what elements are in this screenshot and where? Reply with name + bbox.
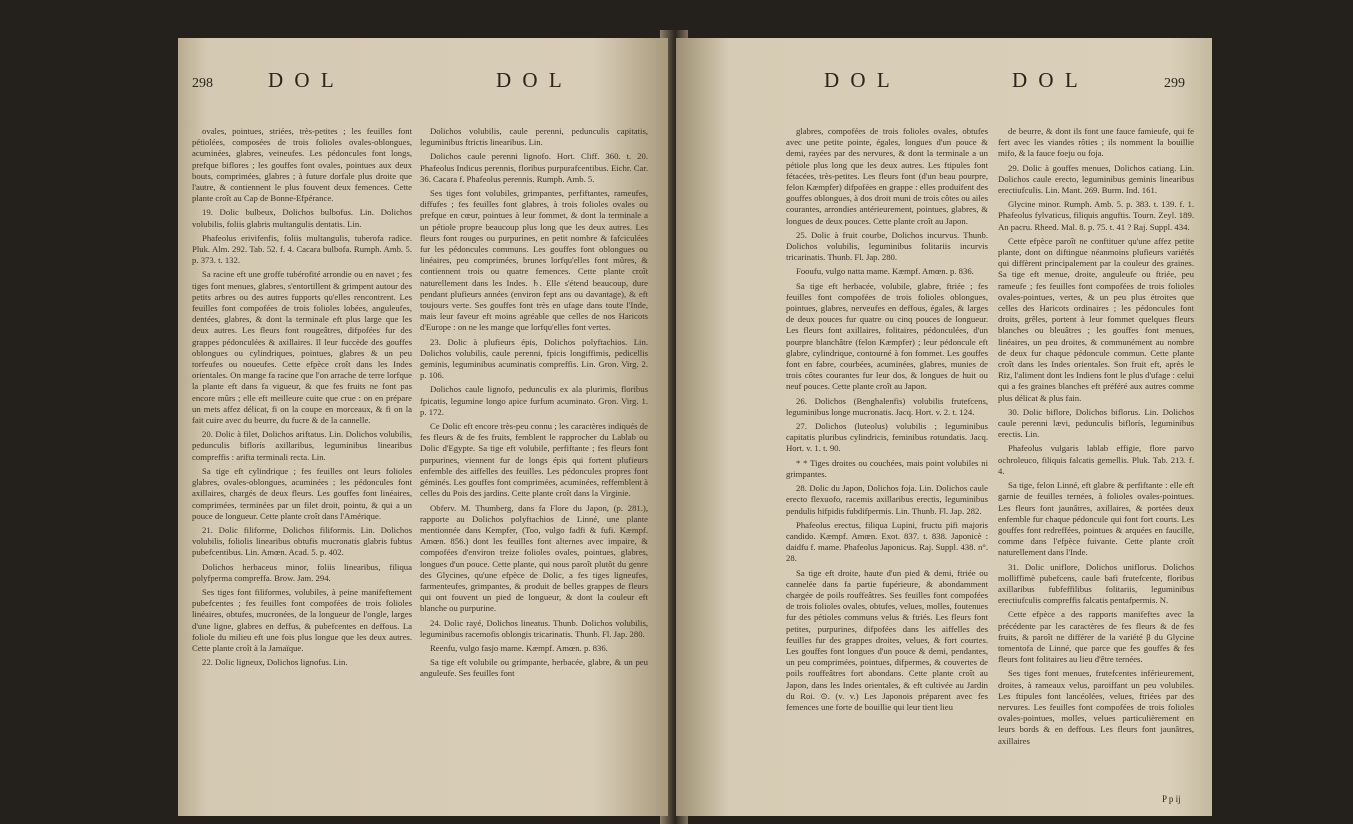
paragraph: Phafeolus vulgaris lablab effigie, flore parvo ochroleuco, filiquis falcatis gemellis. Pluk. Tab. 213. f. 4. [998, 443, 1194, 476]
running-head: D O L [496, 68, 565, 92]
paragraph: Sa tige, felon Linné, eft glabre & perfiftante : elle eft garnie de feuilles ternées, à folioles ovales-pointues. Les fleurs font jaunâtres, axillaires, & portées deux enfemble fur chaque pédoncule qui font fort courts. Les gouffes font redreffées, pointues & arquées en faucille, comme dans l'efpèce fuivante. Cette plante croît naturellement dans l'Inde. [998, 480, 1194, 558]
paragraph: Sa tige eft herbacée, volubile, glabre, ftriée ; fes feuilles font compofées de trois folioles oblongues, pointues, glabres, nerveufes en deffous, égales, & larges de deux pouces fur quatre ou cinq pouces de longueur. Les fleurs font axillaires, folitaires, pédonculées, d'un pourpre blanchâtre (felon Kæmpfer) ; leur pédoncule eft glabre, cylindrique, contourné à fon fommet. Les gouffes font en fabre, courbées, acuminées, glabres, munies de trois côtes courantes fur leur dos, & longues de huit ou neuf pouces. Cette plante croît au Japon. [786, 280, 988, 392]
paragraph: Cette efpèce paroît ne conftituer qu'une affez petite plante, dont on diftingue néanmoins plufieurs variétés qui diffèrent principalement par la couleur des graines. Sa tige eft menue, droite, anguleufe ou ftriée, peu rameufe ; fes feuilles font compofées de trois folioles ovales-pointues, vertes, & un peu plus étroites que celles des Haricots ordinaires ; les pédoncules font droits, grêles, portent à leur fommet quelques fleurs blanches ou bleuâtres ; les gouffes font menues, linéaires, un peu droites, & communément au nombre de deux fur chaque pédoncule commun. Cette plante croît dans les Indes orientales. Son fruit eft, après le Riz, l'aliment dont les Indiens font le plus d'ufage : celui qui a fes graines blanches eft préféré aux autres comme plus délicat & plus fain. [998, 235, 1194, 403]
paragraph: Dolichos volubilis, caule perenni, pedunculis capitatis, leguminibus ftrictis linearibus. Lin. [420, 126, 648, 148]
paragraph: 20. Dolic à filet, Dolichos ariftatus. Lin. Dolichos volubilis, pedunculis biflorís axillaribus, leguminibus linearibus compreffis : arifta terminali recta. Lin. [192, 429, 412, 462]
paragraph: 23. Dolic à plufieurs épis, Dolichos polyftachios. Lin. Dolichos volubilis, caule perenni, fpicis longiffimis, pedicellis geminis, leguminibus acuminatis compreffis. Lin. Gron. Virg. 2. p. 106. [420, 336, 648, 381]
paragraph: ovales, pointues, striées, très-petites ; les feuilles font pétiolées, composées de trois folioles ovales-oblongues, acuminées, glabres, veineufes. Les pédoncules font longs, prefque biflores ; les gouffes font ovales, pointues aux deux bouts, comprimées, glabres ; à future dorfale plus droite que l'autre, & contiennent le plus fouvent deux femences. Cette plante croît au Cap de Bonne-Efpérance. [192, 126, 412, 204]
running-head: D O L [1012, 68, 1081, 92]
signature-mark: P p ij [1162, 794, 1181, 804]
page-number: 298 [192, 76, 213, 91]
paragraph: Ses tiges font filiformes, volubiles, à peine manifeftement pubefcentes ; fes feuilles font compofées de trois folioles linéaires, obtufes, mucronées, de la longueur de l'ongle, larges d'une ligne, glabres en deffus, & pubefcentes en deffous. La foliole du milieu eft une fois plus longue que les deux autres. Cette plante croît à la Jamaïque. [192, 586, 412, 653]
paragraph: 24. Dolic rayé, Dolichos lineatus. Thunb. Dolichos volubilis, leguminibus racemofis oblongis tricarinatis. Thunb. Fl. Jap. 280. [420, 617, 648, 639]
text-column-left-1 [192, 126, 412, 671]
paragraph: Ce Dolic eft encore très-peu connu ; les caractères indiqués de fes fleurs & de fes fruits, femblent le rapprocher du Lablab ou Dolic d'Egypte. Sa tige eft volubile, perfiftante ; fes fleurs font purpurines, viennent fur de longs épis qui fortent plufieurs enfemble des aiffelles des feuilles. Les pédoncules propres font géminés. Les gouffes font comprimées, acuminées, reffemblent à celles du Pois des jardins. Cette plante croît dans la Virginie. [420, 421, 648, 499]
running-head: D O L [824, 68, 893, 92]
paragraph: Ses tiges font volubiles, grimpantes, perfiftantes, rameufes, diffufes ; fes feuilles font glabres, à trois folioles ovales ou prefque en cœur, pointues à leur fommet, & dont la terminale a un pétiole propre beaucoup plus long que les deux autres. Les fleurs font rouges ou purpurines, en petit nombre & fafciculées fur les pédoncules communs. Les gouffes font oblongues ou linéaires, peu comprimées, brunes lorfqu'elles font mûres, & contiennent trois ou quatre femences. Cette plante croît naturellement dans les Indes. ♄. Elle s'étend beaucoup, dure pendant plufieurs années (environ fept ans ou davantage), & eft toujours verte. Ses gouffes font très en ufage dans toute l'Inde, mais leur faveur eft moins agréable que celles de nos Haricots d'Europe : on ne les mange que lorfqu'elles font vertes. [420, 188, 648, 333]
paragraph: 29. Dolic à gouffes menues, Dolichos catiang. Lin. Dolichos caule erecto, leguminibus geminis linearibus erectiufculis. Lin. Mant. 269. Burm. Ind. 161. [998, 162, 1194, 196]
paragraph: 25. Dolic à fruit courbe, Dolichos incurvus. Thunb. Dolichos volubilis, leguminibus folitariis incurvis tricarinatis. Thunb. Fl. Jap. 280. [786, 229, 988, 263]
text-column-left-2 [420, 126, 648, 683]
paragraph: 19. Dolic bulbeux, Dolichos bulbofus. Lin. Dolichos volubilis, foliis glabris multangulis dentatis. Lin. [192, 207, 412, 229]
left-page [178, 38, 668, 816]
text-column-right-1 [786, 126, 988, 716]
paragraph: Ses tiges font menues, frutefcentes inférieurement, droites, à rameaux velus, paroiffant un peu volubiles. Les ftipules font lancéolées, velues, ftriées par des nervures. Les feuilles font compofées de trois folioles ovales-pointues, molles, velues particulièrement en leurs bords & en deffous. Les fleurs font jaunâtres, axillaires [998, 668, 1194, 746]
paragraph: * * Tiges droites ou couchées, mais point volubiles ni grimpantes. [786, 457, 988, 479]
paragraph: 28. Dolic du Japon, Dolichos foja. Lin. Dolichos caule erecto flexuofo, racemis axillaribus erectis, leguminibus pendulis hifpidis fubdifpermis. Lin. Thunb. Fl. Jap. 282. [786, 483, 988, 516]
text-column-right-2 [998, 126, 1194, 750]
paragraph: 30. Dolic biflore, Dolichos biflorus. Lin. Dolichos caule perenni lævi, pedunculis biflorís, leguminibus erectis. Lin. [998, 406, 1194, 440]
paragraph: Sa tige eft cylindrique ; fes feuilles ont leurs folioles glabres, ovales-oblongues, acuminées ; les pédoncules font axillaires, chargés de deux fleurs. Les gouffes font linéaires, comprimées, terminées par un filet droit, pointu, & qui a un pouce de longueur. Cette plante croît dans l'Amérique. [192, 465, 412, 521]
paragraph: de beurre, & dont ils font une fauce famieufe, qui fe fert avec les viandes rôties ; ils nomment la bouillie mifo, & la fauce foeju ou foja. [998, 126, 1194, 159]
paragraph: Phafeolus erivifenfis, foliis multangulis, tuberofa radice. Pluk. Alm. 292. Tab. 52. f. 4. Cacara bulbofa. Rumph. Amb. 5. p. 373. t. 132. [192, 232, 412, 266]
paragraph: 26. Dolichos (Benghalenfis) volubilis frutefcens, leguminibus longe mucronatis. Jacq. Hort. v. 2. t. 124. [786, 395, 988, 417]
running-head: D O L [268, 68, 337, 92]
paragraph: glabres, compofées de trois folioles ovales, obtufes avec une petite pointe, égales, longues d'un pouce & demi, rayées par des nervures, & dont la terminale a un pétiole plus long que les deux autres. Les ftipules font fétacées, très-petites. Les fleurs font (d'un beau pourpre, felon Kæmpfer) difpofées en grappe : elles produifent des gouffes oblongues, à dos droit muni de trois côtes ou ailes courantes, arrondies antérieurement, pointues, glabres, & longues de deux pouces. Cette plante croît au Japon. [786, 126, 988, 226]
paragraph: Fooufu, vulgo natta mame. Kæmpf. Amœn. p. 836. [796, 266, 974, 277]
paragraph: 27. Dolichos (luteolus) volubilis ; leguminibus capitatis pluribus cylindricis, feminibus rotundatis. Jacq. Hort. v. 1. t. 90. [786, 421, 988, 454]
right-page [676, 38, 1212, 816]
paragraph: Glycine minor. Rumph. Amb. 5. p. 383. t. 139. f. 1. Phafeolus fylvaticus, filiquis anguftis. Tourn. Zeyl. 189. An pacru. Rheed. Mal. 8. p. 75. t. 41 ? Raj. Suppl. 434. [998, 199, 1194, 232]
paragraph: Reenfu, vulgo fasjo mame. Kæmpf. Amœn. p. 836. [430, 642, 608, 653]
paragraph: Phafeolus erectus, filiqua Lupini, fructu pifi majoris candido. Kæmpf. Amœn. Exot. 837. t. 838. Japonicè : daidfu f. mame. Phafeolus Japonicus. Raj. Suppl. 438. n°. 28. [786, 519, 988, 564]
paragraph: Dolichos caule perenni lignofo. Hort. Cliff. 360. t. 20. Phafeolus Indicus perennis, floribus purpurafcentibus. Eichr. Car. 36. Cacara f. Phafeolus perennis. Rumph. Amb. 5. [420, 151, 648, 184]
paragraph: Obferv. M. Thumberg, dans fa Flore du Japon, (p. 281.), rapporte au Dolichos polyftachios de Linné, une plante mentionnée dans Kempfer, (Too, vulgo fadfi & fufi. Kæmpf. Amœn. 856.) dont les feuilles font alternes avec impaire, & compofées d'environ treize folioles ovales, pointues, glabres, longues d'un pouce. Cette plante, qui nous paroît plutôt du genre des Glycines, qu'une efpèce de Dolic, a fes tiges ligneufes, farmenteufes, grimpantes, & produit de belles grappes de fleurs qui ont fouvent un pied de longueur, & dont la couleur eft blanche ou purpurine. [420, 502, 648, 614]
paragraph: 31. Dolic uniflore, Dolichos uniflorus. Dolichos molliffimè pubefcens, caule bafi frutefcente, floribus axillaribus fubfeffilibus folitariis, leguminibus erectiufculis compreffis falcatis pentafpermis. N. [998, 561, 1194, 606]
paragraph: 21. Dolic filiforme, Dolichos filiformis. Lin. Dolichos volubilis, foliolis linearibus obtufis mucronatis glabris fubtus pubefcentibus. Lin. Amœn. Acad. 5. p. 402. [192, 524, 412, 558]
paragraph: Dolichos caule lignofo, pedunculis ex ala plurimis, floribus fpicatis, legumine longo apice furfum acuminato. Gron. Virg. 1. p. 172. [420, 384, 648, 417]
page-number: 299 [1164, 76, 1185, 91]
paragraph: Dolichos herbaceus minor, foliis linearibus, filiqua polyfperma compreffa. Brow. Jam. 294. [192, 561, 412, 583]
paragraph: Sa tige eft volubile ou grimpante, herbacée, glabre, & un peu anguleufe. Ses feuilles font [420, 657, 648, 679]
paragraph: Cette efpèce a des rapports manifeftes avec la précédente par les caractères de fes fleurs & de fes fruits, & paroît ne différer de la variété β du Glycine tomentofa de Linné, que parce que fes gouffes & fes fleurs font folitaires au lieu d'être ternées. [998, 609, 1194, 665]
paragraph: Sa tige eft droite, haute d'un pied & demi, ftriée ou cannelée dans fa partie fupérieure, & abondamment chargée de poils rouffeâtres. Ses feuilles font compofées de trois folioles ovales, obtufes, velues, molles, foutenues fur des pétioles communs velus & ftriés. Les fleurs font petites, purpurines, difpofées dans les aiffelles des feuilles fur des grappes droites, velues, & fort courtes. Les gouffes font longues d'un pouce & demi, pendantes, un peu comprimées, pointues, difpermes, & couvertes de poils rouffeâtres fort abondans. Cette plante croît au Japon, dans les Indes orientales, & eft cultivée au Jardin du Roi. ⊙. (v. v.) Les Japonois préparent avec fes femences une forte de bouillie qui leur tient lieu [786, 567, 988, 712]
paragraph: Sa racine eft une groffe tubérofité arrondie ou en navet ; fes tiges font menues, glabres, s'entortillent & grimpent autour des petits arbres ou des autres fupports qu'elles rencontrent. Les feuilles font compofées de trois folioles lobées, anguleufes, dentées, glabres, & dont la terminale eft plus large que les deux autres. Les fleurs font rougeâtres, difpofées fur des grappes pédonculées & axillaires. Il leur fuccède des gouffes oblongues ou cylindriques, pointues, glabres & un peu torfeufes ou noueufes. Cette efpèce croît dans les Indes orientales. On mange fa racine que l'on arrache de terre lorfque la plante eft dans fa vigueur, & que fes fruits ne font pas encore mûrs ; elle eft meilleure cuite que crue : on en prépare un mets affez délicat, fi on la coupe en morceaux, & fi on la fait cuire avec du beurre, du fucre & de la cannelle. [192, 269, 412, 426]
paragraph: 22. Dolic ligneux, Dolichos lignofus. Lin. [202, 657, 348, 668]
